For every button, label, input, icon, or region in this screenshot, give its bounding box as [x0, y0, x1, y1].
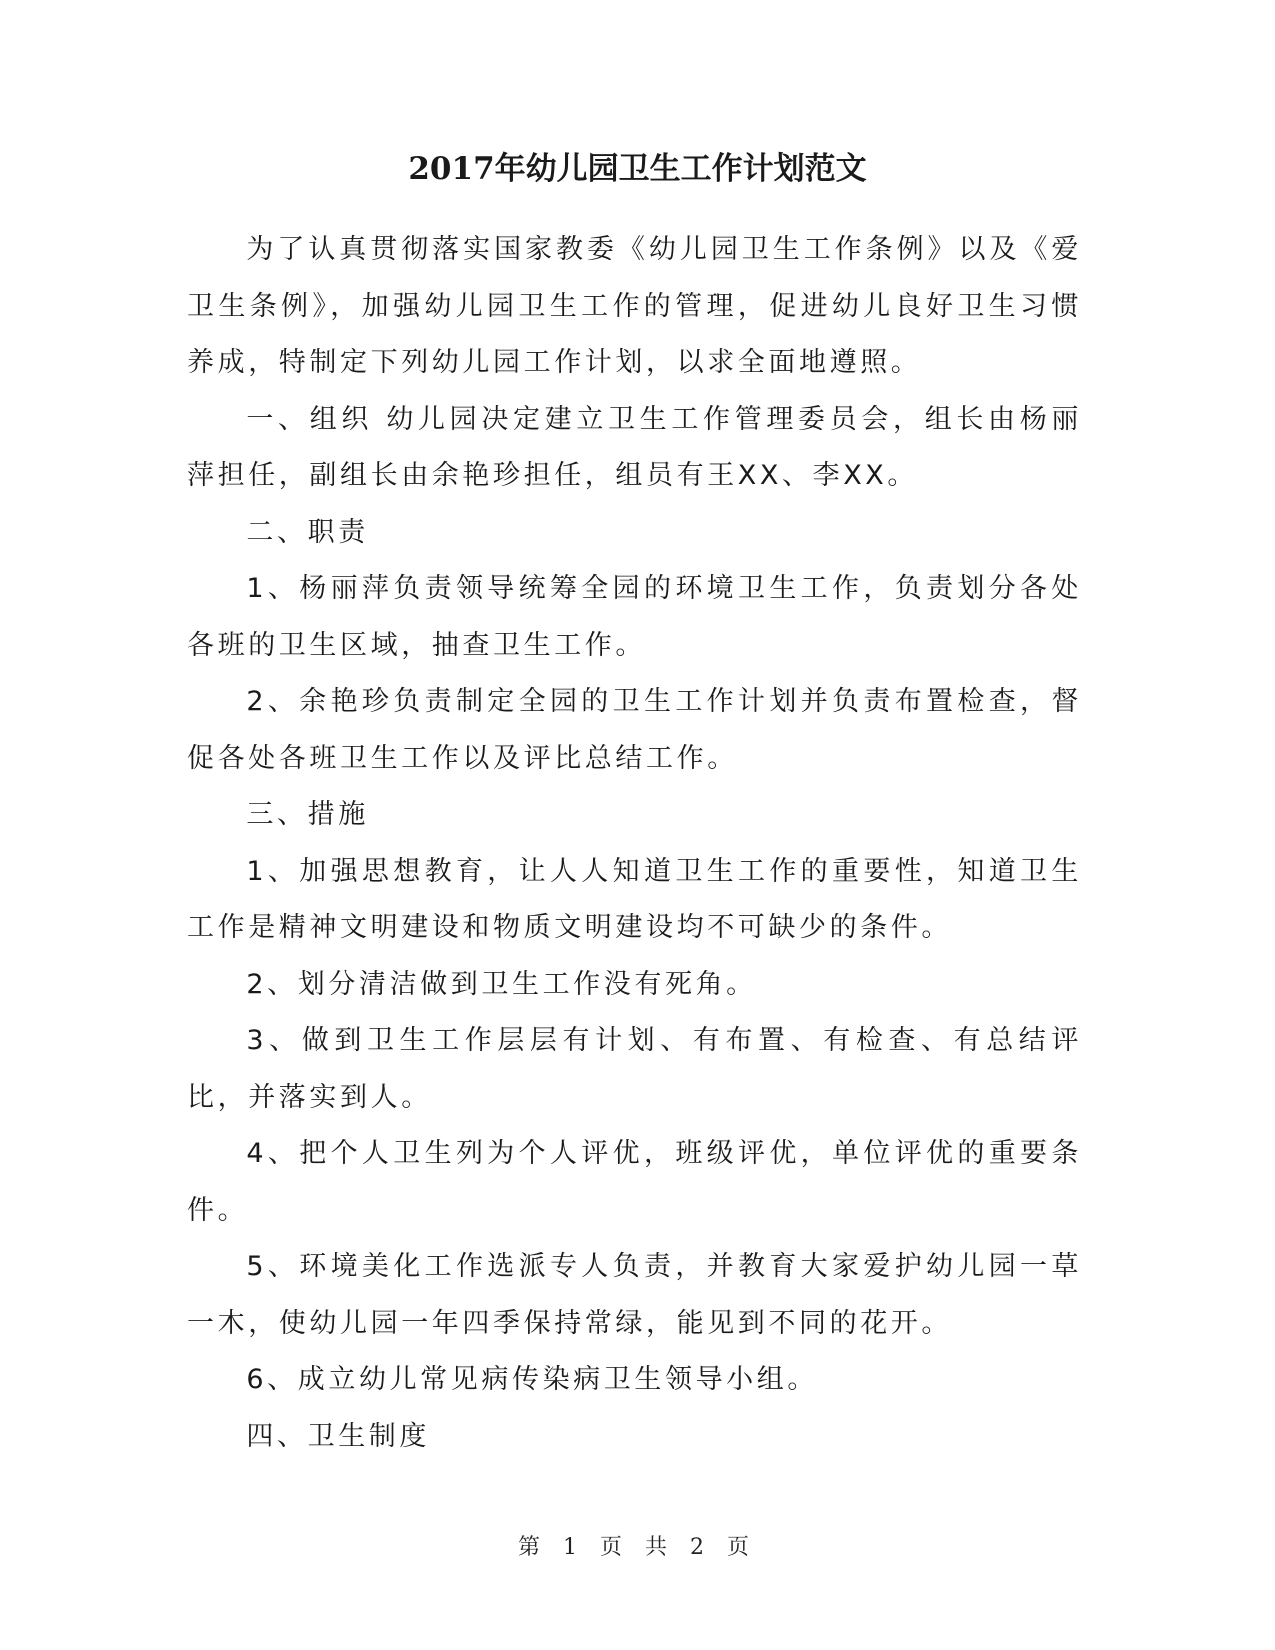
- page-number-footer: 第 1 页 共 2 页: [518, 1535, 757, 1560]
- paragraph: 2、余艳珍负责制定全园的卫生工作计划并负责布置检查，督促各处各班卫生工作以及评比总结工作。: [187, 686, 1082, 774]
- paragraph: 为了认真贯彻落实国家教委《幼儿园卫生工作条例》以及《爱卫生条例》，加强幼儿园卫生工作的管理，促进幼儿良好卫生习惯养成，特制定下列幼儿园工作计划，以求全面地遵照。: [187, 234, 1082, 378]
- paragraph: 一、组织 幼儿园决定建立卫生工作管理委员会，组长由杨丽萍担任，副组长由余艳珍担任，组员有王XX、李XX。: [187, 403, 1082, 491]
- document-body: [187, 222, 1082, 1465]
- paragraph: 2、划分清洁做到卫生工作没有死角。: [246, 968, 757, 1000]
- paragraph: 3、做到卫生工作层层有计划、有布置、有检查、有总结评比，并落实到人。: [187, 1025, 1082, 1113]
- section-heading: 三、措施: [246, 799, 369, 830]
- paragraph: 6、成立幼儿常见病传染病卫生领导小组。: [246, 1364, 818, 1395]
- paragraph: 1、杨丽萍负责领导统筹全园的环境卫生工作，负责划分各处各班的卫生区域，抽查卫生工作。: [187, 573, 1082, 661]
- document-title: 2017年幼儿园卫生工作计划范文: [408, 151, 867, 187]
- paragraph: 5、环境美化工作选派专人负责，并教育大家爱护幼儿园一草一木，使幼儿园一年四季保持常绿，能见到不同的花开。: [187, 1251, 1082, 1339]
- paragraph: 4、把个人卫生列为个人评优，班级评优，单位评优的重要条件。: [187, 1138, 1082, 1226]
- section-heading: 四、卫生制度: [246, 1420, 430, 1452]
- paragraph: 1、加强思想教育，让人人知道卫生工作的重要性，知道卫生工作是精神文明建设和物质文明建设均不可缺少的条件。: [187, 855, 1082, 943]
- section-heading: 二、职责: [246, 516, 369, 548]
